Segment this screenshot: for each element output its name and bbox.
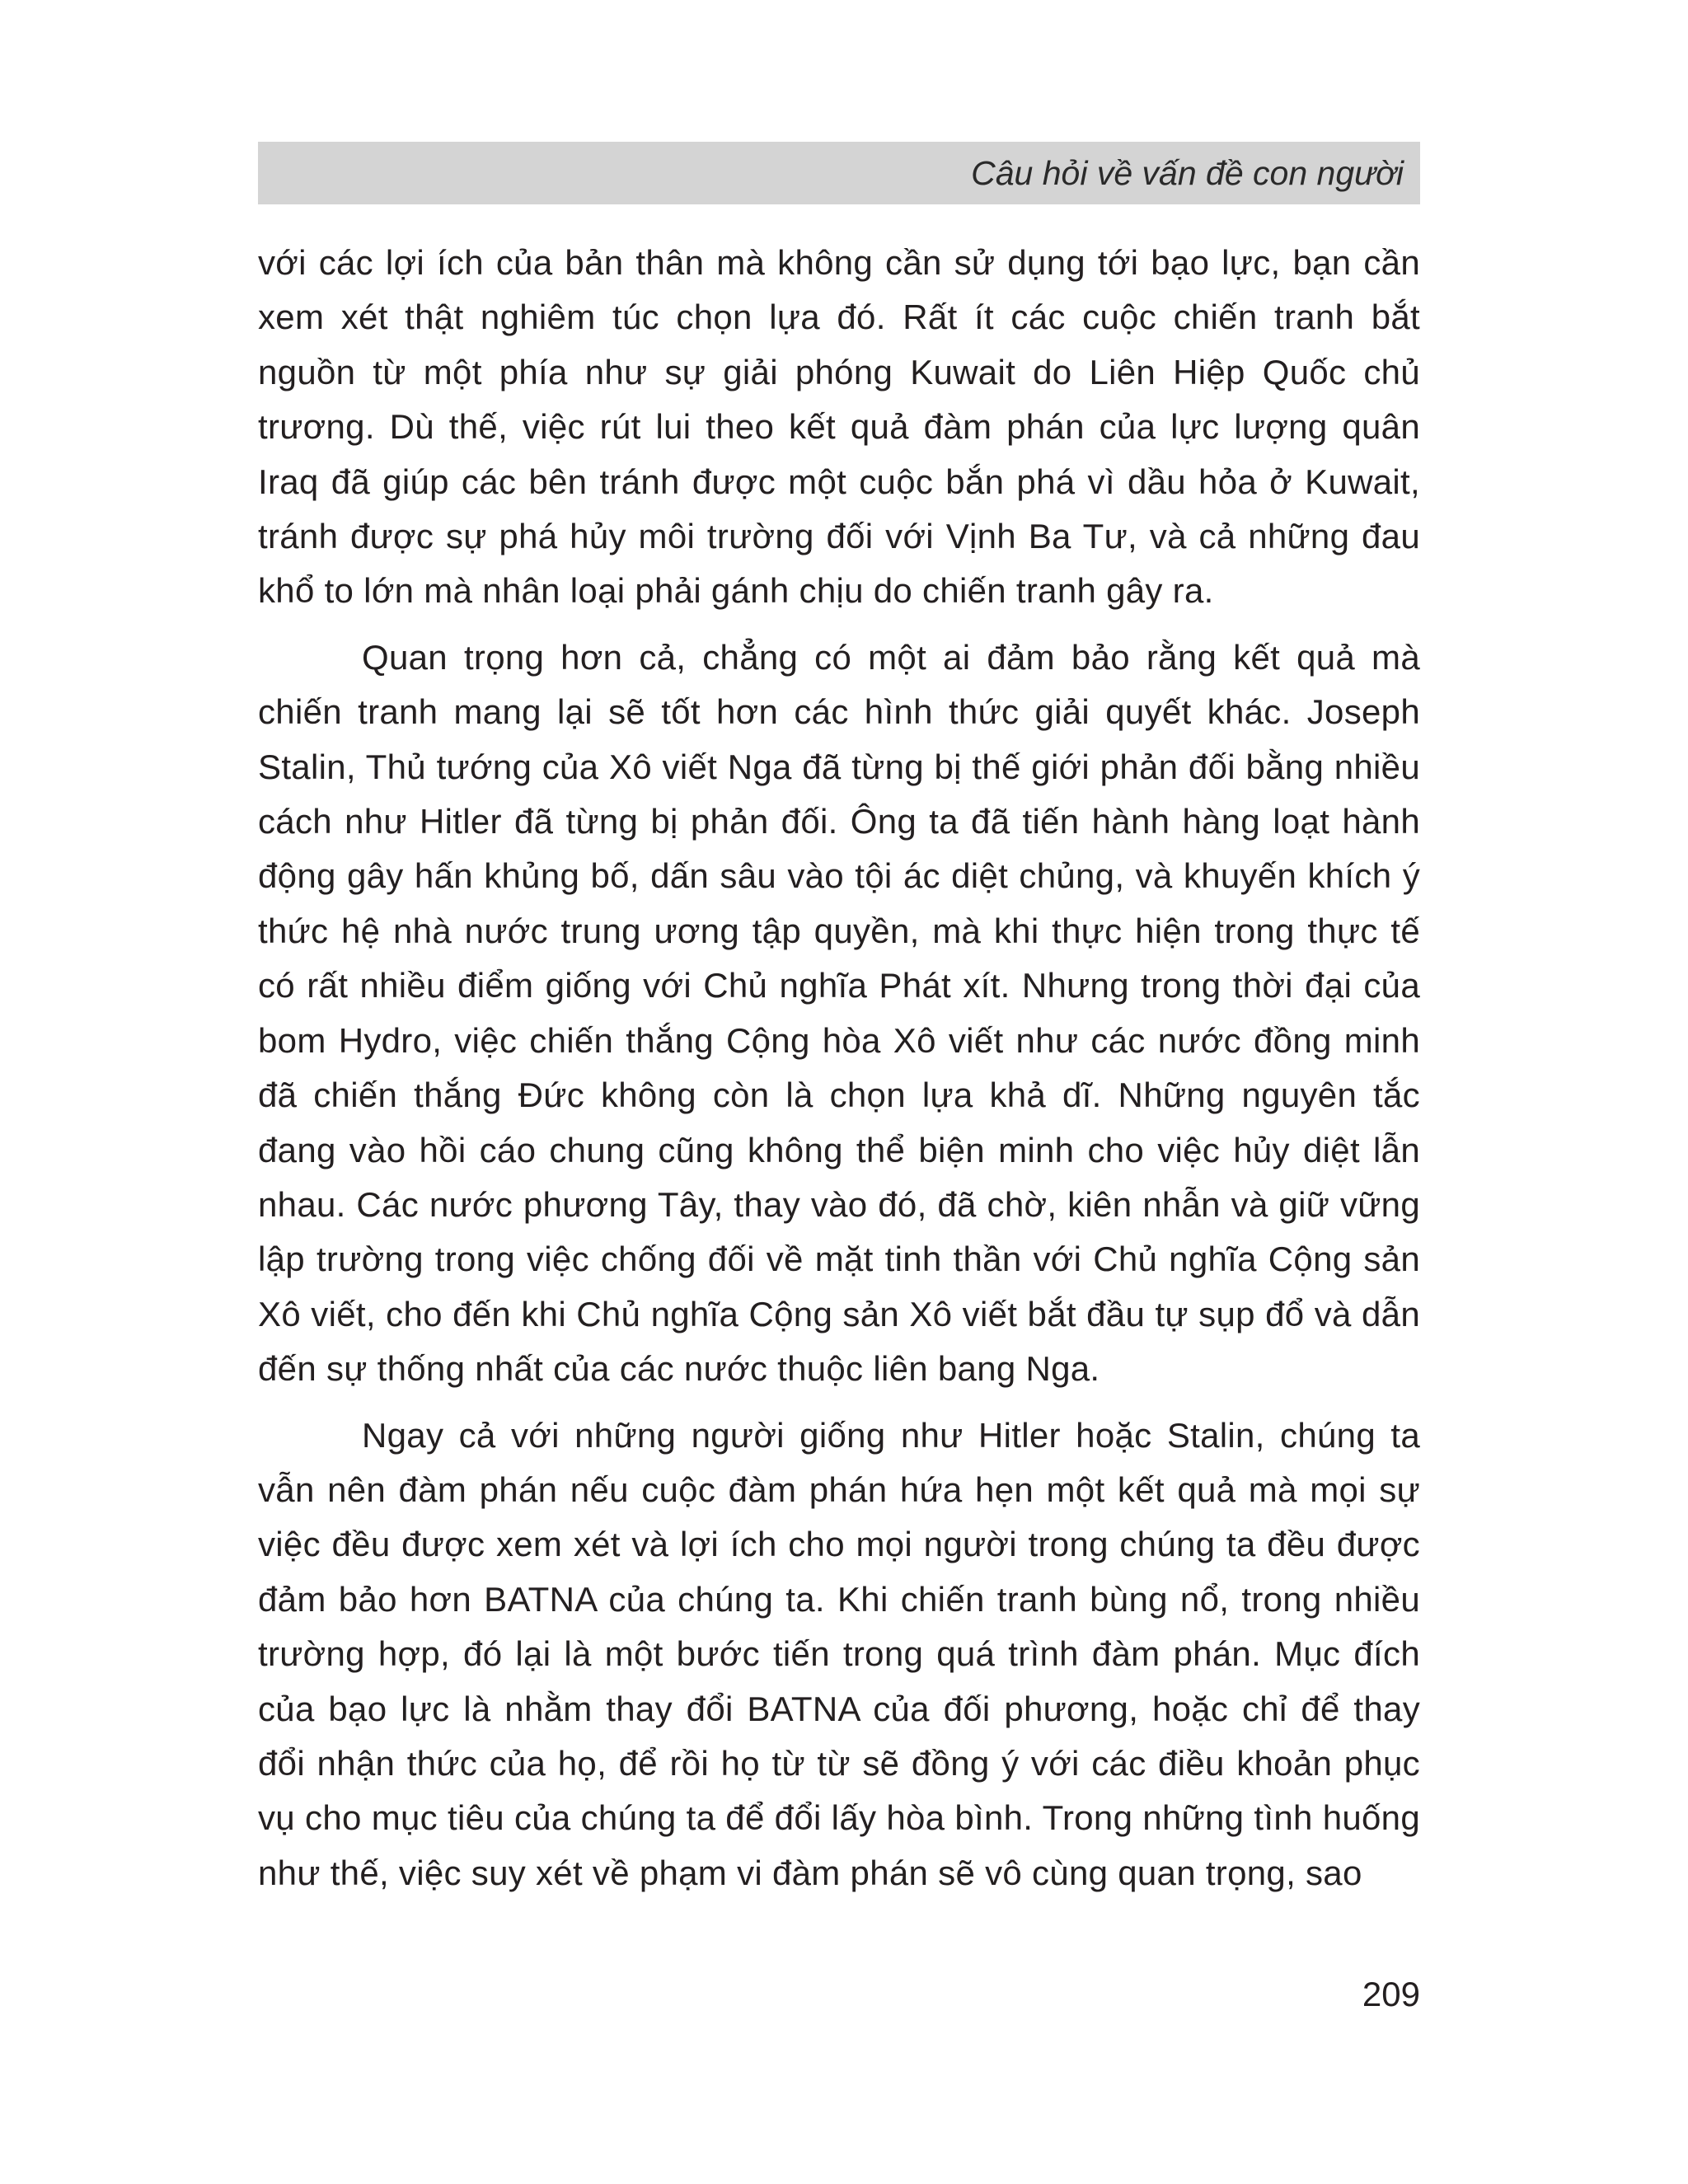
- running-header: [258, 142, 1420, 204]
- paragraph-2: Quan trọng hơn cả, chẳng có một ai đảm bảo rằng kết quả mà chiến tranh mang lại sẽ tốt hơn các hình thức giải quyết khác. Joseph Stalin, Thủ tướng của Xô viết Nga đã từng bị thế giới phản đối bằng nhiều cách như Hitler đã từng bị phản đối. Ông ta đã tiến hành hàng loạt hành động gây hấn khủng bố, dấn sâu vào tội ác diệt chủng, và khuyến khích ý thức hệ nhà nước trung ương tập quyền, mà khi thực hiện trong thực tế có rất nhiều điểm giống với Chủ nghĩa Phát xít. Nhưng trong thời đại của bom Hydro, việc chiến thắng Cộng hòa Xô viết như các nước đồng minh đã chiến thắng Đức không còn là chọn lựa khả dĩ. Những nguyên tắc đang vào hồi cáo chung cũng không thể biện minh cho việc hủy diệt lẫn nhau. Các nước phương Tây, thay vào đó, đã chờ, kiên nhẫn và giữ vững lập trường trong việc chống đối về mặt tinh thần với Chủ nghĩa Cộng sản Xô viết, cho đến khi Chủ nghĩa Cộng sản Xô viết bắt đầu tự sụp đổ và dẫn đến sự thống nhất của các nước thuộc liên bang Nga.: [258, 637, 1420, 1389]
- paragraph-1: với các lợi ích của bản thân mà không cần sử dụng tới bạo lực, bạn cần xem xét thật nghiêm túc chọn lựa đó. Rất ít các cuộc chiến tranh bắt nguồn từ một phía như sự giải phóng Kuwait do Liên Hiệp Quốc chủ trương. Dù thế, việc rút lui theo kết quả đàm phán của lực lượng quân Iraq đã giúp các bên tránh được một cuộc bắn phá vì dầu hỏa ở Kuwait, tránh được sự phá hủy môi trường đối với Vịnh Ba Tư, và cả những đau khổ to lớn mà nhân loại phải gánh chịu do chiến tranh gây ra.: [258, 243, 1420, 611]
- page-number: 209: [1362, 1975, 1420, 2013]
- paragraph-3: Ngay cả với những người giống như Hitler hoặc Stalin, chúng ta vẫn nên đàm phán nếu cuộc đàm phán hứa hẹn một kết quả mà mọi sự việc đều được xem xét và lợi ích cho mọi người trong chúng ta đều được đảm bảo hơn BATNA của chúng ta. Khi chiến tranh bùng nổ, trong nhiều trường hợp, đó lại là một bước tiến trong quá trình đàm phán. Mục đích của bạo lực là nhằm thay đổi BATNA của đối phương, hoặc chỉ để thay đổi nhận thức của họ, để rồi họ từ từ sẽ đồng ý với các điều khoản phục vụ cho mục tiêu của chúng ta để đổi lấy hòa bình. Trong những tình huống như thế, việc suy xét về phạm vi đàm phán sẽ vô cùng quan trọng, sao: [258, 1415, 1420, 1892]
- body-text: [258, 236, 1420, 1900]
- chapter-title: Câu hỏi về vấn đề con người: [971, 154, 1404, 192]
